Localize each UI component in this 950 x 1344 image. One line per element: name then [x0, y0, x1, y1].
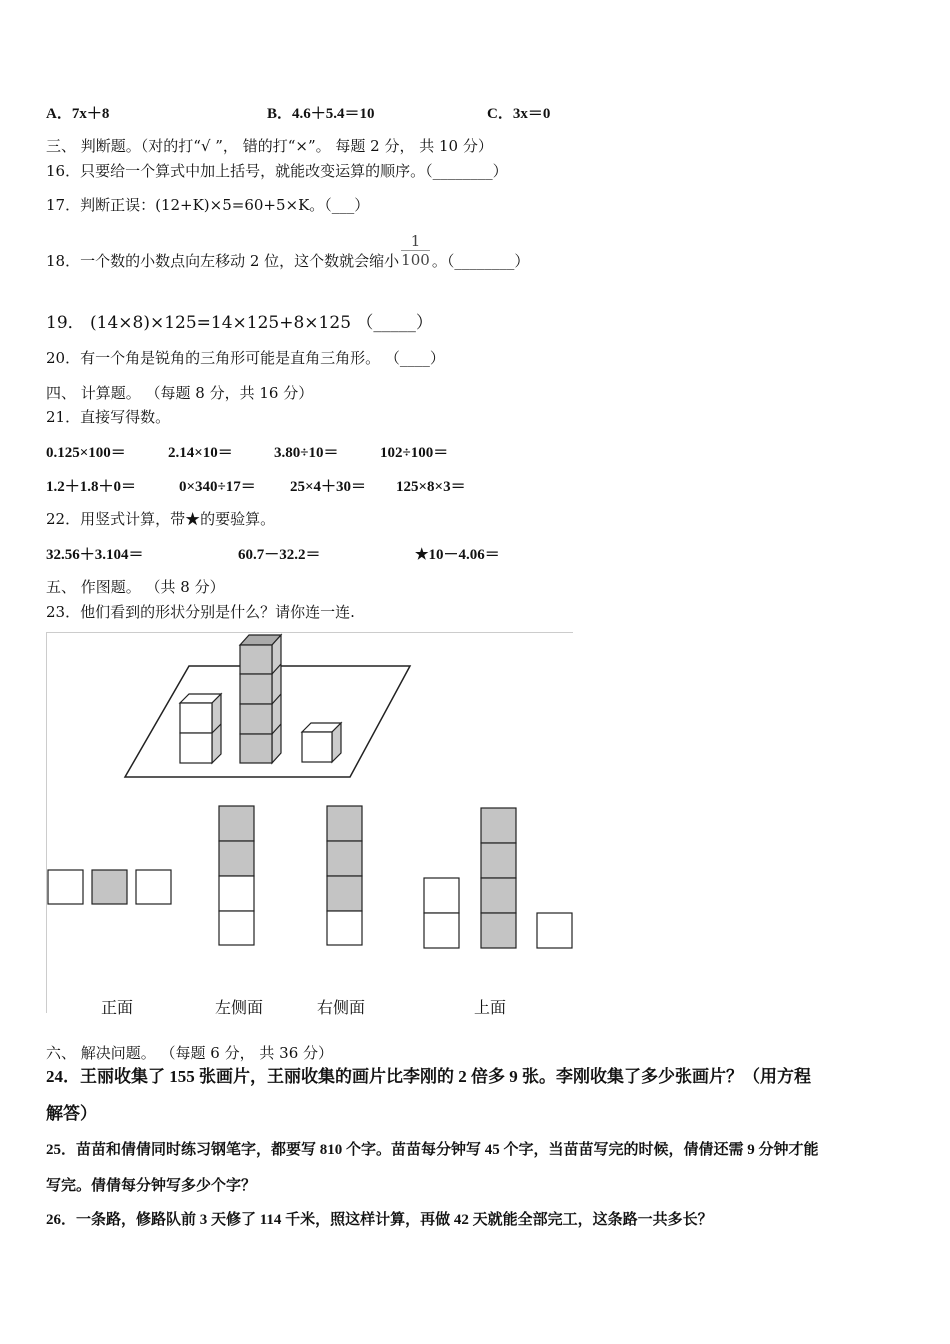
calc-7: 25×4＋30＝ — [290, 479, 367, 495]
base-plane — [125, 666, 410, 777]
label-right-side: 右侧面 — [317, 998, 366, 1017]
option-a: A．7x＋8 — [46, 106, 110, 122]
question-23: 23．他们看到的形状分别是什么？请你连一连. — [46, 603, 355, 621]
question-24-cont: 解答） — [46, 1104, 97, 1123]
right-side-view — [327, 806, 362, 945]
tall-stack — [240, 635, 281, 763]
question-18-blank: 。（________） — [431, 251, 530, 270]
section6-heading: 六、 解决问题。 （每题 6 分， 共 36 分） — [46, 1044, 334, 1062]
figure-frame — [46, 632, 573, 1013]
fraction-numerator: 1 — [401, 232, 430, 251]
question-19: 19． (14×8)×125=14×125+8×125 （_____） — [46, 313, 433, 333]
question-22: 22．用竖式计算，带★的要验算。 — [46, 510, 276, 528]
question-20: 20．有一个角是锐角的三角形可能是直角三角形。 （____） — [46, 349, 445, 367]
option-b: B．4.6＋5.4＝10 — [267, 106, 375, 122]
question-25: 25．苗苗和倩倩同时练习钢笔字，都要写 810 个字。苗苗每分钟写 45 个字，当苗苗写完的时候，倩倩还需 9 分钟才能 — [46, 1142, 819, 1158]
fraction-denominator: 100 — [401, 251, 430, 269]
calc-6: 0×340÷17＝ — [179, 479, 256, 495]
fraction — [401, 232, 430, 269]
calc-8: 125×8×3＝ — [396, 479, 466, 495]
question-16: 16．只要给一个算式中加上括号，就能改变运算的顺序。（________） — [46, 162, 508, 180]
label-left-side: 左侧面 — [215, 998, 264, 1017]
question-21: 21．直接写得数。 — [46, 408, 171, 426]
calc-2: 2.14×10＝ — [168, 445, 233, 461]
vertical-calc-2: 60.7－32.2＝ — [238, 547, 321, 563]
left-stack — [180, 694, 221, 763]
calc-5: 1.2＋1.8＋0＝ — [46, 479, 137, 495]
single-cube — [302, 723, 341, 762]
label-front: 正面 — [101, 998, 134, 1017]
question-24: 24．王丽收集了 155 张画片，王丽收集的画片比李刚的 2 倍多 9 张。李刚收集了多少张画片？（用方程 — [46, 1067, 811, 1086]
calc-1: 0.125×100＝ — [46, 445, 126, 461]
section4-heading: 四、 计算题。 （每题 8 分，共 16 分） — [46, 384, 314, 402]
label-top: 上面 — [474, 998, 507, 1017]
question-17: 17．判断正误：(12+K)×5=60+5×K。（___） — [46, 196, 370, 214]
section5-heading: 五、 作图题。 （共 8 分） — [46, 578, 225, 596]
calc-4: 102÷100＝ — [380, 445, 449, 461]
question-26: 26．一条路，修路队前 3 天修了 114 千米，照这样计算，再做 42 天就能全部完工，这条路一共多长？ — [46, 1212, 713, 1228]
vertical-calc-1: 32.56＋3.104＝ — [46, 547, 144, 563]
top-view — [424, 808, 572, 948]
question-18 — [46, 232, 529, 269]
section3-heading: 三、 判断题。（对的打“√ ”， 错的打“×”。 每题 2 分， 共 10 分） — [46, 137, 493, 155]
calc-3: 3.80÷10＝ — [274, 445, 339, 461]
left-side-view — [219, 806, 254, 945]
option-c: C．3x＝0 — [487, 106, 551, 122]
question-18-text: 18．一个数的小数点向左移动 2 位，这个数就会缩小 — [46, 251, 400, 270]
front-view — [48, 870, 171, 904]
vertical-calc-3: ★10－4.06＝ — [415, 547, 500, 563]
question-25-cont: 写完。倩倩每分钟写多少个字？ — [46, 1178, 257, 1194]
